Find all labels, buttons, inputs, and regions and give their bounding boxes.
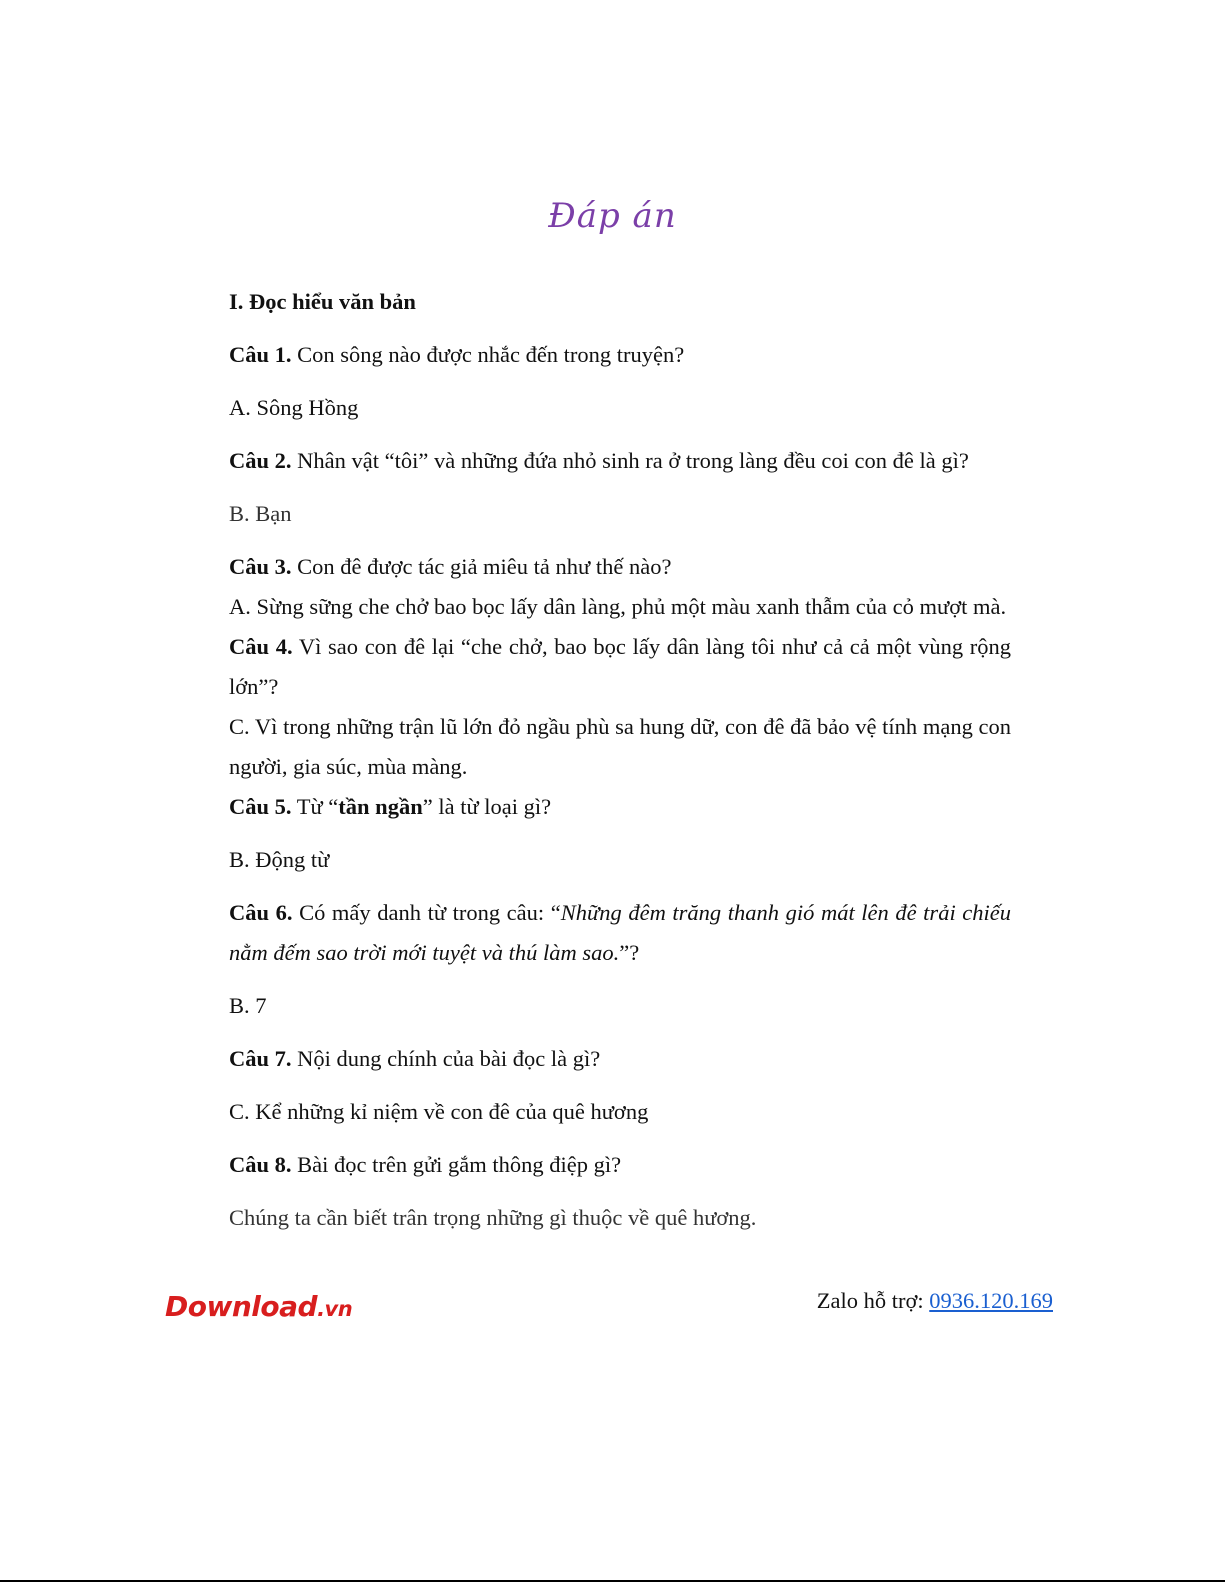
zalo-support	[817, 1288, 1053, 1314]
question-quote: Những đêm trăng thanh gió mát lên đê trải chiếu nằm đếm sao trời mới tuyệt và thú làm sao.	[229, 900, 1012, 965]
question-label: Câu 3.	[229, 554, 292, 579]
question-label: Câu 5.	[229, 794, 292, 819]
answer-1: A. Sông Hồng	[229, 395, 359, 420]
answer-content	[229, 282, 1011, 1238]
answer-3: A. Sừng sững che chở bao bọc lấy dân làng, phủ một màu xanh thẫm của cỏ mượt mà.	[229, 594, 1007, 619]
zalo-label: Zalo hỗ trợ:	[816, 1288, 930, 1313]
question-8	[229, 1145, 1011, 1185]
question-text-pre: Từ “	[291, 794, 339, 819]
question-1	[229, 335, 1011, 375]
question-label: Câu 4.	[229, 634, 293, 659]
answer-8: Chúng ta cần biết trân trọng những gì thuộc về quê hương.	[229, 1205, 757, 1230]
question-5	[229, 787, 1011, 827]
question-text: Nội dung chính của bài đọc là gì?	[291, 1046, 601, 1071]
question-text-post: ”?	[619, 940, 640, 965]
page-footer	[0, 1286, 1225, 1336]
answer-2: B. Bạn	[229, 501, 292, 526]
question-text-post: ” là từ loại gì?	[422, 794, 552, 819]
question-text: Nhân vật “tôi” và những đứa nhỏ sinh ra ở trong làng đều coi con đê là gì?	[291, 448, 969, 473]
question-text: Bài đọc trên gửi gắm thông điệp gì?	[291, 1152, 622, 1177]
logo-main-text: Download	[165, 1290, 318, 1323]
question-label: Câu 6.	[229, 900, 293, 925]
section-heading: I. Đọc hiểu văn bản	[229, 289, 416, 314]
page-title: Đáp án	[548, 196, 677, 236]
answer-4: C. Vì trong những trận lũ lớn đỏ ngầu phù sa hung dữ, con đê đã bảo vệ tính mạng con người, gia súc, mùa màng.	[229, 714, 1011, 779]
question-2	[229, 441, 1011, 481]
question-text: Con sông nào được nhắc đến trong truyện?	[291, 342, 685, 367]
question-bold-term: tần ngần	[338, 794, 423, 819]
question-4	[229, 627, 1011, 707]
question-text: Con đê được tác giả miêu tả như thế nào?	[291, 554, 672, 579]
question-6	[229, 893, 1011, 973]
question-label: Câu 2.	[229, 448, 292, 473]
question-text: Vì sao con đê lại “che chở, bao bọc lấy dân làng tôi như cả cả một vùng rộng lớn”?	[229, 634, 1012, 699]
question-3	[229, 547, 1011, 587]
question-label: Câu 1.	[229, 342, 292, 367]
question-label: Câu 8.	[229, 1152, 292, 1177]
answer-7: C. Kể những kỉ niệm về con đê của quê hương	[229, 1099, 649, 1124]
zalo-phone-link[interactable]: 0936.120.169	[929, 1288, 1053, 1313]
logo-tld-text: .vn	[317, 1297, 353, 1321]
answer-6: B. 7	[229, 993, 267, 1018]
question-text-pre: Có mấy danh từ trong câu: “	[292, 900, 561, 925]
answer-5: B. Động từ	[229, 847, 330, 872]
page-bottom-border	[0, 1580, 1225, 1582]
question-7	[229, 1039, 1011, 1079]
question-label: Câu 7.	[229, 1046, 292, 1071]
download-vn-logo[interactable]	[165, 1290, 352, 1323]
